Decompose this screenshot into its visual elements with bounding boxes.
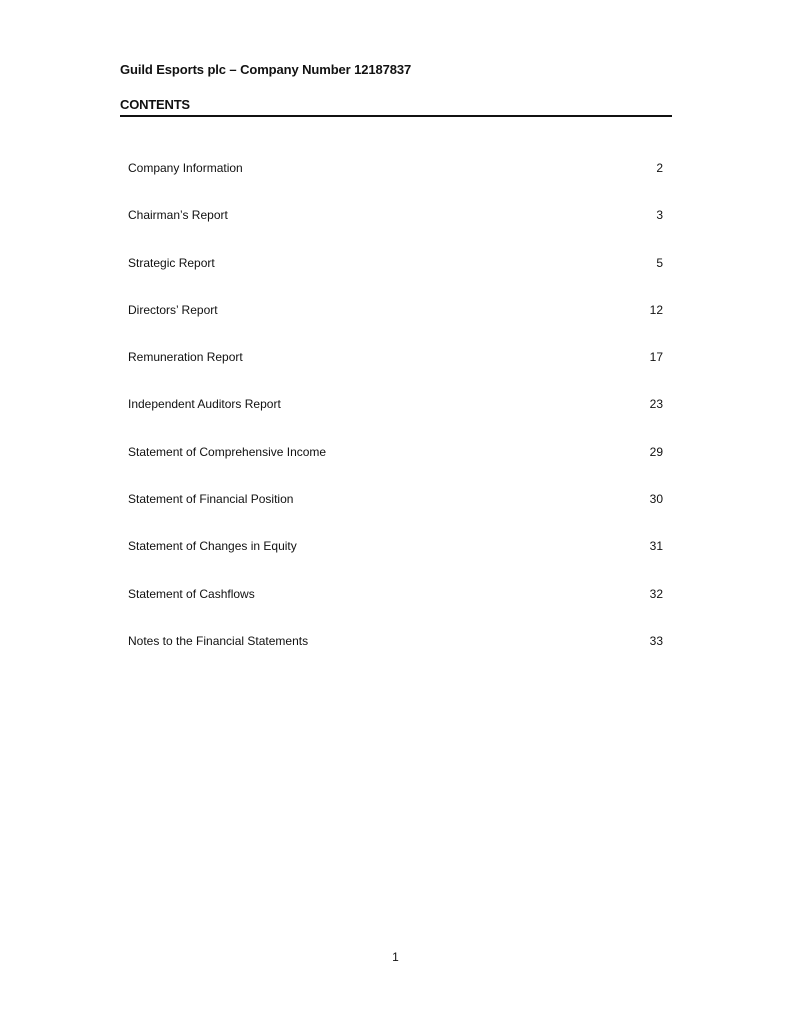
table-of-contents bbox=[128, 161, 663, 681]
toc-entry-title: Statement of Financial Position bbox=[128, 492, 294, 507]
page-number: 1 bbox=[392, 950, 399, 964]
toc-entry-page: 33 bbox=[649, 633, 663, 648]
toc-entry-statement-of-comprehensive-income bbox=[128, 445, 663, 492]
toc-entry-page: 31 bbox=[649, 539, 663, 554]
toc-entry-page: 12 bbox=[649, 302, 663, 317]
toc-entry-page: 2 bbox=[656, 161, 663, 175]
toc-entry-page: 17 bbox=[649, 350, 663, 365]
toc-entry-title: Independent Auditors Report bbox=[128, 397, 281, 412]
toc-entry-title: Company Information bbox=[128, 161, 243, 175]
toc-entry-page: 3 bbox=[656, 208, 663, 223]
contents-heading: CONTENTS bbox=[120, 97, 190, 112]
toc-entry-remuneration-report bbox=[128, 350, 663, 397]
heading-rule bbox=[120, 115, 672, 117]
toc-entry-company-information bbox=[128, 161, 663, 208]
toc-entry-chairmans-report bbox=[128, 208, 663, 255]
toc-entry-title: Remuneration Report bbox=[128, 350, 243, 365]
toc-entry-title: Statement of Changes in Equity bbox=[128, 539, 297, 554]
toc-entry-statement-of-financial-position bbox=[128, 492, 663, 539]
toc-entry-page: 5 bbox=[656, 255, 663, 270]
toc-entry-title: Statement of Comprehensive Income bbox=[128, 444, 327, 459]
toc-entry-page: 29 bbox=[649, 444, 663, 459]
toc-entry-page: 32 bbox=[649, 586, 663, 601]
toc-entry-page: 30 bbox=[649, 492, 663, 507]
toc-entry-notes-to-the-financial-statements bbox=[128, 634, 663, 681]
toc-entry-title: Directors’ Report bbox=[128, 302, 218, 317]
toc-entry-statement-of-cashflows bbox=[128, 587, 663, 634]
toc-entry-strategic-report bbox=[128, 256, 663, 303]
toc-entry-title: Chairman’s Report bbox=[128, 208, 228, 223]
toc-entry-title: Notes to the Financial Statements bbox=[128, 633, 309, 648]
toc-entry-title: Statement of Cashflows bbox=[128, 586, 255, 601]
toc-entry-directors-report bbox=[128, 303, 663, 350]
toc-entry-title: Strategic Report bbox=[128, 255, 215, 270]
toc-entry-statement-of-changes-in-equity bbox=[128, 539, 663, 586]
toc-entry-page: 23 bbox=[649, 397, 663, 412]
company-header: Guild Esports plc – Company Number 12187837 bbox=[120, 62, 412, 77]
toc-entry-independent-auditors-report bbox=[128, 397, 663, 444]
